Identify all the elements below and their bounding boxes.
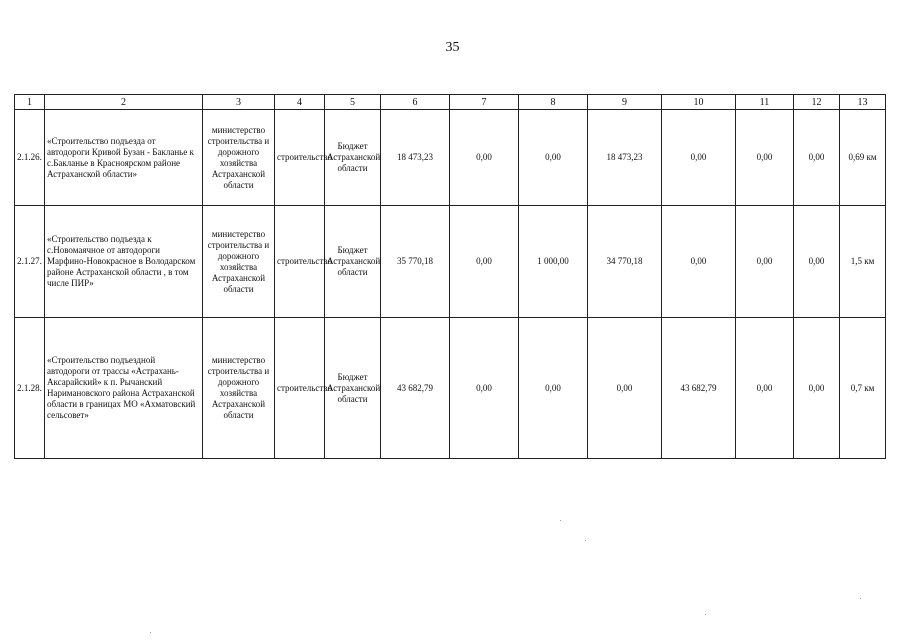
work-type: строительство: [275, 318, 325, 459]
length-value: 0,7 км: [840, 318, 886, 459]
header-row: [15, 95, 886, 110]
value-col6: 35 770,18: [381, 206, 450, 318]
column-header: 4: [275, 95, 325, 110]
row-number: 2.1.26.: [15, 110, 45, 206]
page-number: 35: [445, 40, 460, 55]
table-body: [15, 110, 886, 459]
value-col8: 0,00: [519, 110, 588, 206]
value-col10: 43 682,79: [662, 318, 736, 459]
scan-speck: [560, 520, 561, 521]
value-col6: 43 682,79: [381, 318, 450, 459]
value-col11: 0,00: [736, 110, 794, 206]
value-col11: 0,00: [736, 206, 794, 318]
value-col10: 0,00: [662, 110, 736, 206]
scan-speck: [585, 540, 586, 541]
value-col12: 0,00: [794, 110, 840, 206]
funding-source: Бюджет Астраханской области: [325, 110, 381, 206]
value-col12: 0,00: [794, 206, 840, 318]
value-col7: 0,00: [450, 318, 519, 459]
column-header: 7: [450, 95, 519, 110]
table-row: [15, 110, 886, 206]
value-col12: 0,00: [794, 318, 840, 459]
row-number: 2.1.27.: [15, 206, 45, 318]
value-col9: 0,00: [588, 318, 662, 459]
value-col9: 34 770,18: [588, 206, 662, 318]
value-col7: 0,00: [450, 206, 519, 318]
length-value: 1,5 км: [840, 206, 886, 318]
column-header: 10: [662, 95, 736, 110]
column-header: 1: [15, 95, 45, 110]
length-value: 0,69 км: [840, 110, 886, 206]
table-row: [15, 318, 886, 459]
work-type: строительство: [275, 110, 325, 206]
scan-speck: [705, 614, 706, 615]
work-type: строительство: [275, 206, 325, 318]
customer: министерство строительства и дорожного хозяйства Астраханской области: [203, 206, 275, 318]
scan-speck: [150, 632, 151, 633]
customer: министерство строительства и дорожного хозяйства Астраханской области: [203, 110, 275, 206]
column-header: 11: [736, 95, 794, 110]
value-col9: 18 473,23: [588, 110, 662, 206]
project-name: «Строительство подъезда от автодороги Кривой Бузан - Бакланье к с.Бакланье в Красноярском районе Астраханской области»: [45, 110, 203, 206]
funding-source: Бюджет Астраханской области: [325, 318, 381, 459]
value-col8: 1 000,00: [519, 206, 588, 318]
column-header: 12: [794, 95, 840, 110]
column-header: 2: [45, 95, 203, 110]
value-col7: 0,00: [450, 110, 519, 206]
column-header: 13: [840, 95, 886, 110]
row-number: 2.1.28.: [15, 318, 45, 459]
customer: министерство строительства и дорожного хозяйства Астраханской области: [203, 318, 275, 459]
column-header: 3: [203, 95, 275, 110]
value-col10: 0,00: [662, 206, 736, 318]
column-header: 9: [588, 95, 662, 110]
column-header: 5: [325, 95, 381, 110]
column-header: 6: [381, 95, 450, 110]
value-col6: 18 473,23: [381, 110, 450, 206]
column-header: 8: [519, 95, 588, 110]
value-col8: 0,00: [519, 318, 588, 459]
project-name: «Строительство подъездной автодороги от трассы «Астрахань-Аксарайский» к п. Рычанский Наримановского района Астраханской области в границах МО «Ахматовский сельсовет»: [45, 318, 203, 459]
funding-source: Бюджет Астраханской области: [325, 206, 381, 318]
project-name: «Строительство подъезда к с.Новомаячное от автодороги Марфино-Новокрасное в Володарском районе Астраханской области , в том числе ПИР»: [45, 206, 203, 318]
table-header: [15, 95, 886, 110]
data-table: [14, 94, 886, 459]
scan-speck: [860, 598, 861, 599]
table-row: [15, 206, 886, 318]
value-col11: 0,00: [736, 318, 794, 459]
